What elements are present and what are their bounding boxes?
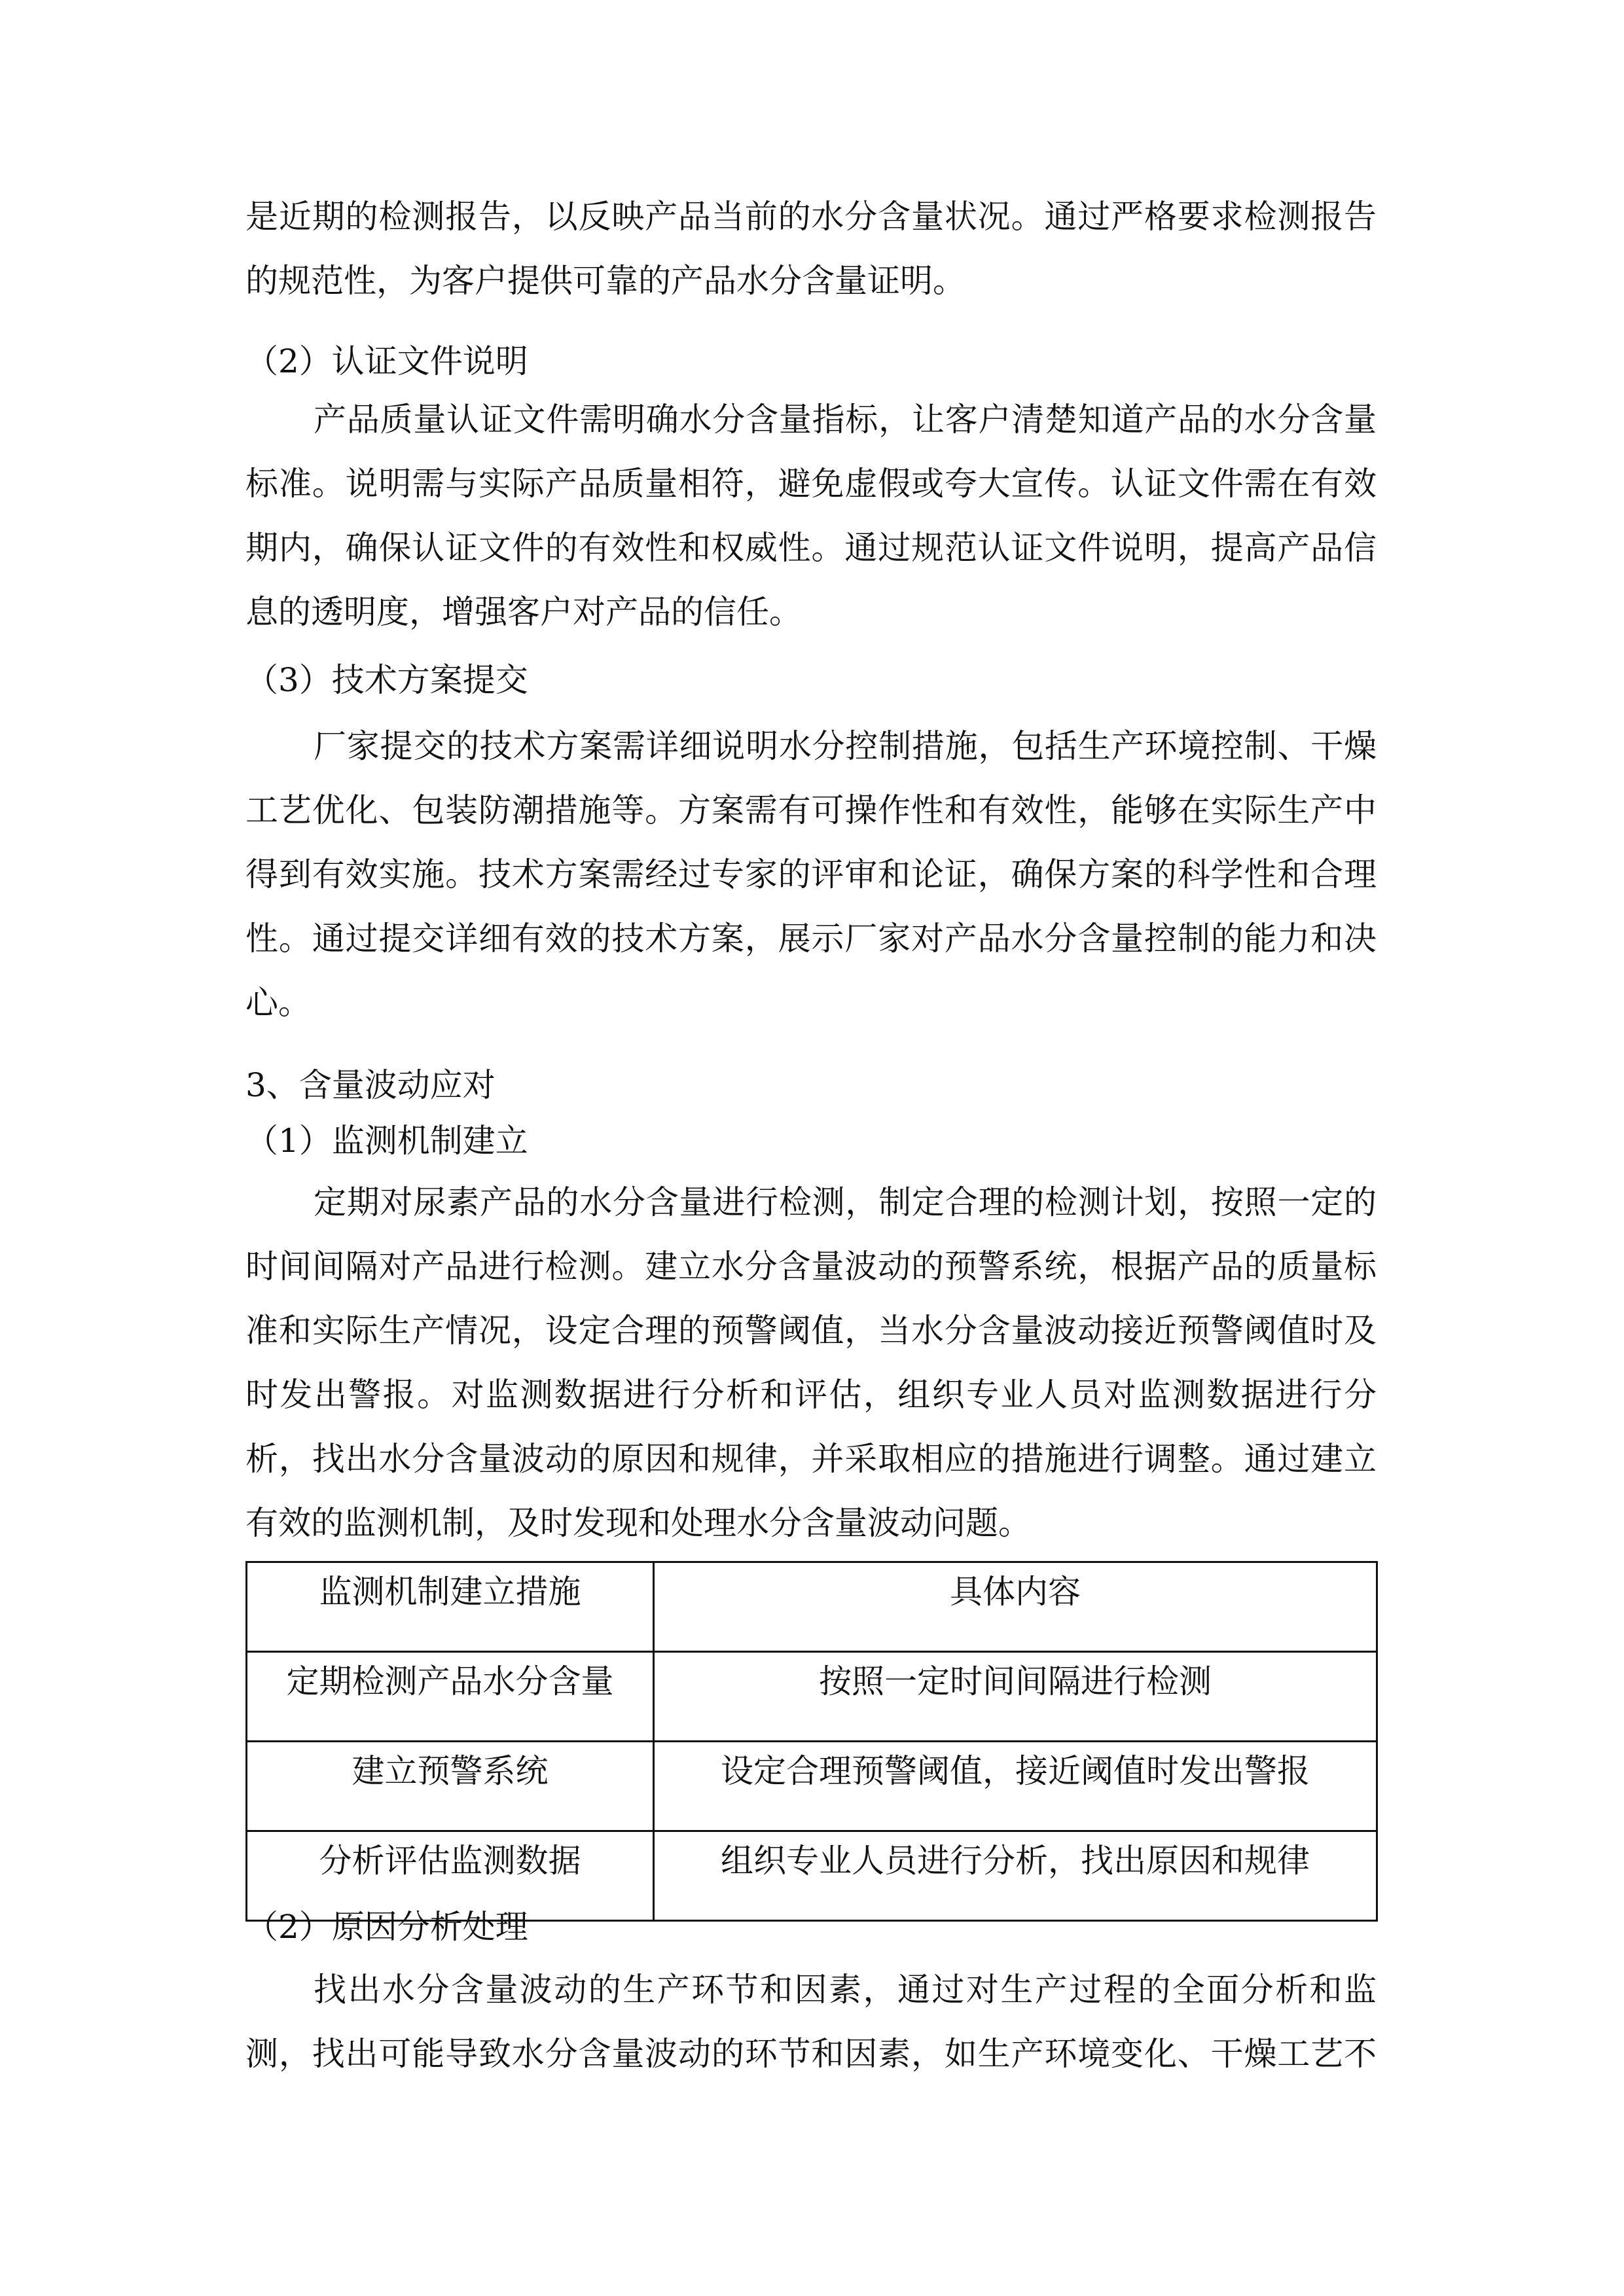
chapter-heading: 3、含量波动应对: [245, 1066, 496, 1104]
text-line: 厂家提交的技术方案需详细说明水分控制措施，包括生产环境控制、干燥: [314, 727, 1377, 765]
text-line: 得到有效实施。技术方案需经过专家的评审和论证，确保方案的科学性和合理: [245, 855, 1377, 893]
text-line: 准和实际生产情况，设定合理的预警阈值，当水分含量波动接近预警阈值时及: [245, 1312, 1377, 1350]
text-line: 时发出警报。对监测数据进行分析和评估，组织专业人员对监测数据进行分: [245, 1376, 1377, 1414]
table-cell: 按照一定时间间隔进行检测: [654, 1652, 1377, 1742]
paragraph-technical-plan: [245, 714, 1377, 1035]
text-line: 工艺优化、包装防潮措施等。方案需有可操作性和有效性，能够在实际生产中: [245, 791, 1377, 829]
monitoring-measures-table: [245, 1561, 1378, 1922]
table-row: [247, 1742, 1377, 1831]
table-cell: 设定合理预警阈值，接近阈值时发出警报: [654, 1742, 1377, 1831]
text-line: 找出水分含量波动的生产环节和因素，通过对生产过程的全面分析和监: [314, 1971, 1377, 2009]
paragraph-certification: [245, 387, 1377, 644]
text-line: 性。通过提交详细有效的技术方案，展示厂家对产品水分含量控制的能力和决: [245, 920, 1377, 958]
text-line: 有效的监测机制，及时发现和处理水分含量波动问题。: [245, 1504, 1031, 1542]
text-line: 标准。说明需与实际产品质量相符，避免虚假或夸大宣传。认证文件需在有效: [245, 465, 1377, 503]
paragraph-continued: [245, 185, 1377, 313]
section-heading-technical-plan: （3）技术方案提交: [245, 661, 528, 699]
table-header-row: [247, 1562, 1377, 1652]
text-line: 时间间隔对产品进行检测。建立水分含量波动的预警系统，根据产品的质量标: [245, 1247, 1377, 1285]
text-line: 期内，确保认证文件的有效性和权威性。通过规范认证文件说明，提高产品信: [245, 529, 1377, 567]
text-line: 定期对尿素产品的水分含量进行检测，制定合理的检测计划，按照一定的: [314, 1183, 1377, 1221]
text-line: 是近期的检测报告，以反映产品当前的水分含量状况。通过严格要求检测报告: [245, 198, 1377, 236]
table-row: [247, 1652, 1377, 1742]
table-cell: 定期检测产品水分含量: [247, 1652, 654, 1742]
table-header-cell: 监测机制建立措施: [247, 1562, 654, 1652]
paragraph-monitoring: [245, 1170, 1377, 1555]
text-line: 息的透明度，增强客户对产品的信任。: [245, 593, 802, 631]
paragraph-cause-analysis: [245, 1958, 1377, 2086]
text-line: 的规范性，为客户提供可靠的产品水分含量证明。: [245, 262, 965, 300]
text-line: 产品质量认证文件需明确水分含量指标，让客户清楚知道产品的水分含量: [314, 401, 1377, 439]
section-heading-certification: （2）认证文件说明: [245, 342, 528, 380]
section-heading-cause-analysis: （2）原因分析处理: [245, 1908, 528, 1946]
text-line: 心。: [245, 984, 311, 1022]
text-line: 析，找出水分含量波动的原因和规律，并采取相应的措施进行调整。通过建立: [245, 1440, 1377, 1478]
section-heading-monitoring: （1）监测机制建立: [245, 1122, 528, 1160]
table-cell: 分析评估监测数据: [247, 1831, 654, 1921]
table-header-cell: 具体内容: [654, 1562, 1377, 1652]
text-line: 测，找出可能导致水分含量波动的环节和因素，如生产环境变化、干燥工艺不: [245, 2035, 1377, 2073]
table-cell: 组织专业人员进行分析，找出原因和规律: [654, 1831, 1377, 1921]
table-cell: 建立预警系统: [247, 1742, 654, 1831]
